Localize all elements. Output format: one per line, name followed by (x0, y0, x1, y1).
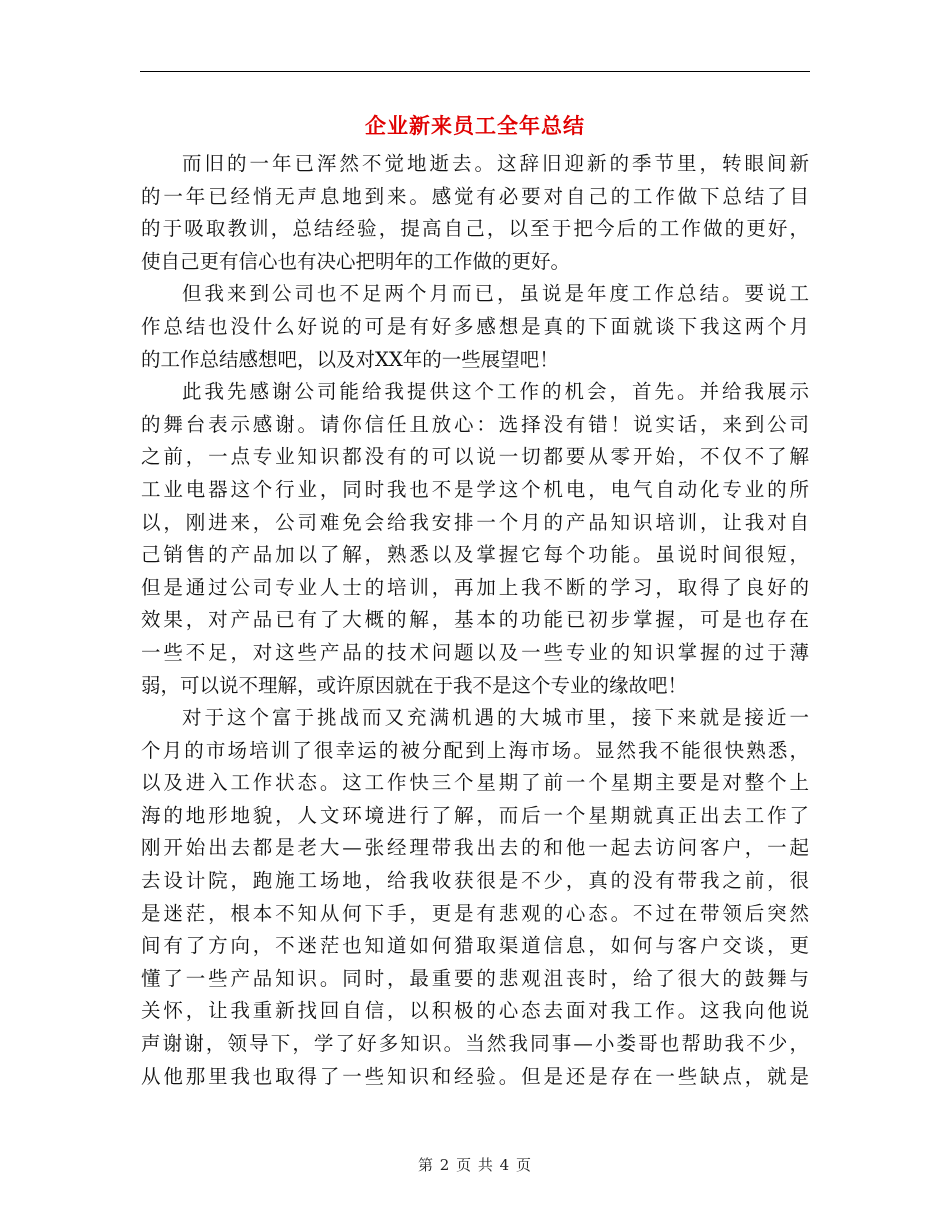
text-line: 的舞台表示感谢。请你信任且放心：选择没有错！说实话，来到公司 (141, 412, 809, 436)
text-line: 使自己更有信心也有决心把明年的工作做的更好。 (141, 249, 571, 273)
text-line: 而旧的一年已浑然不觉地逝去。这辞旧迎新的季节里，转眼间新 (182, 152, 809, 175)
document-body (141, 148, 809, 1093)
paragraph (141, 702, 809, 1093)
text-line: 以，刚进来，公司难免会给我安排一个月的产品知识培训，让我对自 (141, 510, 809, 534)
text-line: 但是通过公司专业人士的培训，再加上我不断的学习，取得了良好的 (141, 575, 809, 599)
page-number-footer: 第 2 页 共 4 页 (418, 1156, 532, 1174)
paragraph (141, 376, 809, 702)
text-line: 但我来到公司也不足两个月而已，虽说是年度工作总结。要说工 (182, 282, 809, 306)
paragraph (141, 148, 809, 278)
text-line: 此我先感谢公司能给我提供这个工作的机会，首先。并给我展示 (182, 380, 809, 404)
text-line: 海的地形地貌，人文环境进行了解，而后一个星期就真正出去工作了 (141, 803, 809, 827)
text-line: 的一年已经悄无声息地到来。感觉有必要对自己的工作做下总结了目 (141, 184, 809, 208)
text-line: 去设计院，跑施工场地，给我收获很是不少，真的没有带我之前，很 (141, 869, 809, 893)
text-line: 以及进入工作状态。这工作快三个星期了前一个星期主要是对整个上 (141, 771, 809, 795)
text-line: 工业电器这个行业，同时我也不是学这个机电，电气自动化专业的所 (141, 477, 809, 501)
text-line: 个月的市场培训了很幸运的被分配到上海市场。显然我不能很快熟悉， (141, 738, 809, 762)
text-line: 一些不足，对这些产品的技术问题以及一些专业的知识掌握的过于薄 (141, 640, 809, 664)
text-line: 对于这个富于挑战而又充满机遇的大城市里，接下来就是接近一 (182, 706, 809, 730)
text-line: 间有了方向，不迷茫也知道如何猎取渠道信息，如何与客户交谈，更 (141, 934, 809, 958)
text-line: 懂了一些产品知识。同时，最重要的悲观沮丧时，给了很大的鼓舞与 (141, 966, 809, 990)
text-line: 的工作总结感想吧，以及对XX年的一些展望吧！ (141, 347, 559, 371)
text-line: 刚开始出去都是老大—张经理带我出去的和他一起去访问客户，一起 (141, 836, 809, 860)
text-line: 作总结也没什么好说的可是有好多感想是真的下面就谈下我这两个月 (141, 314, 809, 338)
paragraph (141, 278, 809, 376)
text-line: 关怀，让我重新找回自信，以积极的心态去面对我工作。这我向他说 (141, 999, 809, 1023)
text-line: 从他那里我也取得了一些知识和经验。但是还是存在一些缺点，就是 (141, 1064, 809, 1088)
text-line: 己销售的产品加以了解，熟悉以及掌握它每个功能。虽说时间很短， (141, 543, 809, 567)
text-line: 声谢谢，领导下，学了好多知识。当然我同事—小娄哥也帮助我不少， (141, 1032, 809, 1056)
text-line: 效果，对产品已有了大概的解，基本的功能已初步掌握，可是也存在 (141, 608, 809, 632)
text-line: 弱，可以说不理解，或许原因就在于我不是这个专业的缘故吧！ (141, 673, 688, 697)
text-line: 的于吸取教训，总结经验，提高自己，以至于把今后的工作做的更好， (141, 217, 809, 241)
text-line: 之前，一点专业知识都没有的可以说一切都要从零开始，不仅不了解 (141, 445, 809, 469)
header-rule (140, 71, 810, 72)
text-line: 是迷茫，根本不知从何下手，更是有悲观的心态。不过在带领后突然 (141, 901, 809, 925)
document-title: 企业新来员工全年总结 (365, 113, 585, 138)
